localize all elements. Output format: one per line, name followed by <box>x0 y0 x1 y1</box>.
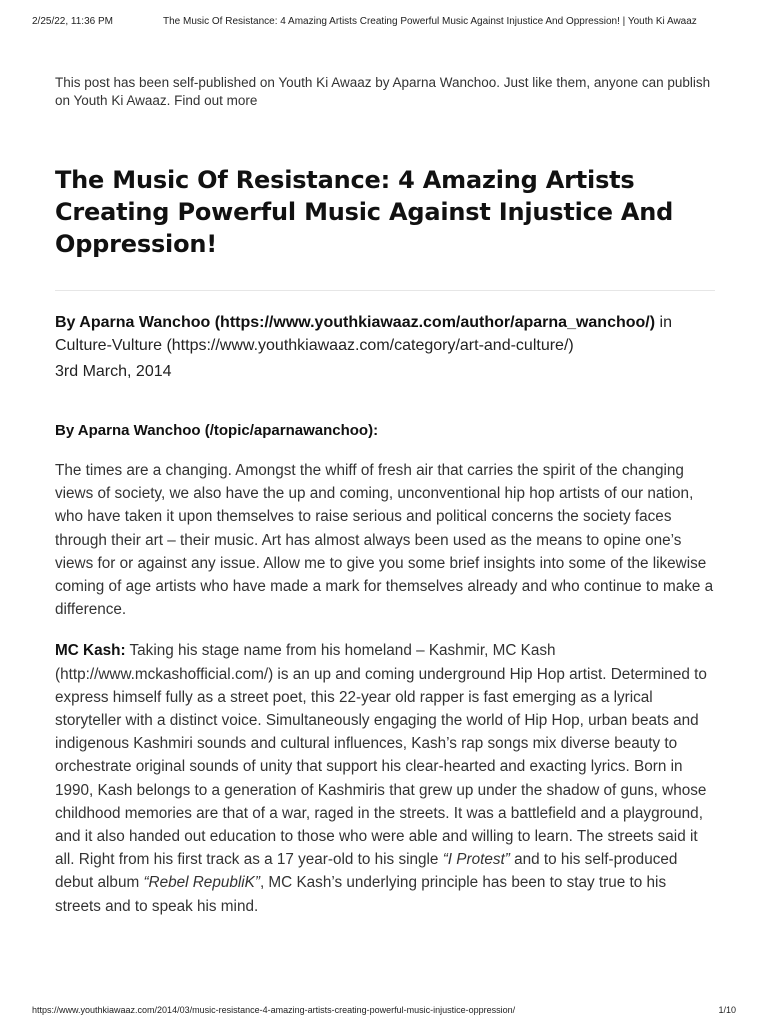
single-title: “I Protest” <box>442 851 510 869</box>
print-page-title: The Music Of Resistance: 4 Amazing Artists Creating Powerful Music Against Injustice And Oppression! | Youth Ki Awaaz <box>163 16 697 27</box>
artist-name: MC Kash: <box>55 642 126 660</box>
section-heading: By Aparna Wanchoo (/topic/aparnawanchoo): <box>55 422 379 439</box>
intro-paragraph: The times are a changing. Amongst the whiff of fresh air that carries the spirit of the changing views of society, we also have the up and coming, unconventional hip hop artists of our nation, who have taken it upon themselves to raise serious and political concerns the society faces through their art – their music. Art has almost always been used as the means to opine one’s views for or against any issue. Allow me to give you some brief insights into some of the likewise coming of age artists who have made a mark for themselves already and who continue to make a difference. <box>55 462 714 619</box>
artist-text-a: Taking his stage name from his homeland – Kashmir, MC Kash (http://www.mckashofficial.com/) is an up and coming underground Hip Hop artist. Determined to express himself fully as a street poet, this 22-year old rapper is fast emerging as a lyrical storyteller with a distinct voice. Simultaneously engaging the world of Hip Hop, urban beats and indigenous Kashmiri sounds and cultural influences, Kash’s rap songs mix diverse beauty to orchestrate original sounds of unity that support his clear-hearted and exacting lyrics. Born in 1990, Kash belongs to a generation of Kashmiris that grew up under the shadow of guns, whose childhood memories are that of a war, raged in the streets. It was a battlefield and a playground, and it also handed out education to those who were able and willing to learn. The streets said it all. Right from his first track as a 17 year-old to his single <box>55 642 707 869</box>
print-url: https://www.youthkiawaaz.com/2014/03/music-resistance-4-amazing-artists-creating-powerful-music-injustice-oppression/ <box>32 1005 516 1015</box>
self-publish-notice <box>55 74 715 110</box>
author-link[interactable]: By Aparna Wanchoo (https://www.youthkiawaaz.com/author/aparna_wanchoo/) <box>55 314 656 331</box>
artist-text-c: , MC Kash’s underlying principle has been to stay true to his streets and to speak his mind. <box>55 874 667 915</box>
print-date: 2/25/22, 11:36 PM <box>32 16 113 27</box>
artist-paragraph-mc-kash <box>55 639 715 917</box>
byline <box>55 311 715 383</box>
article-content <box>55 74 715 918</box>
category-prefix: in <box>659 314 672 331</box>
page-number: 1/10 <box>718 1005 736 1015</box>
divider <box>55 290 715 291</box>
album-title: “Rebel RepubliK” <box>143 874 260 892</box>
publish-date: 3rd March, 2014 <box>55 363 172 380</box>
article-title: The Music Of Resistance: 4 Amazing Artists Creating Powerful Music Against Injustice And Oppression! <box>55 166 674 258</box>
notice-text: This post has been self-published on Youth Ki Awaaz by Aparna Wanchoo. Just like them, anyone can publish on Youth Ki Awaaz. <box>55 75 711 108</box>
category-link[interactable]: Culture-Vulture (https://www.youthkiawaaz.com/category/art-and-culture/) <box>55 337 574 354</box>
find-out-more-link[interactable]: Find out more <box>174 93 258 108</box>
artist-text-b: and to his self-produced debut album <box>55 851 678 892</box>
